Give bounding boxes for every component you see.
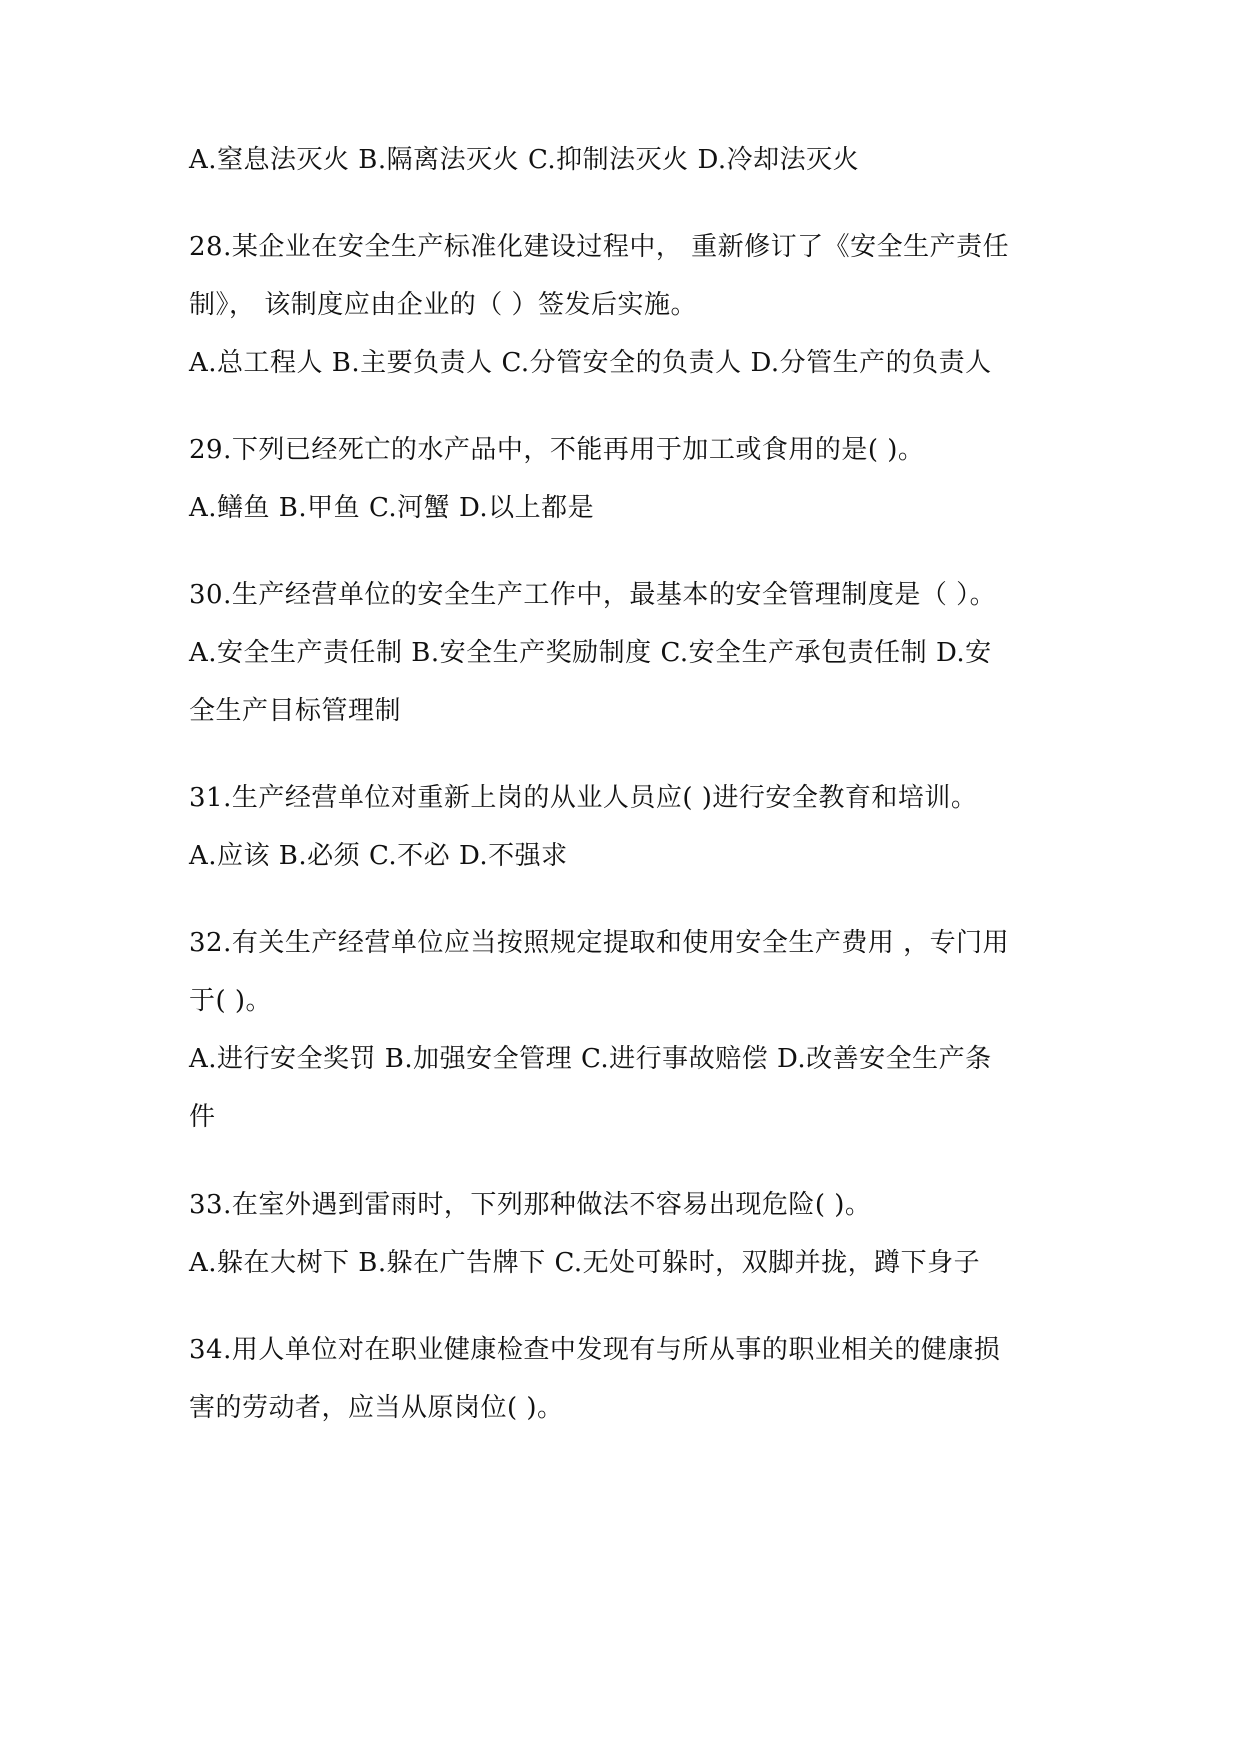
q29-stem-line1: 29.下列已经死亡的水产品中，不能再用于加工或食用的是( )。 <box>189 435 925 465</box>
q29-options: A.鳝鱼 B.甲鱼 C.河蟹 D.以上都是 <box>189 493 595 523</box>
q33-stem-line1: 33.在室外遇到雷雨时，下列那种做法不容易出现危险( )。 <box>189 1190 872 1220</box>
q30-options-line1: A.安全生产责任制 B.安全生产奖励制度 C.安全生产承包责任制 D.安 <box>189 638 992 668</box>
q31-stem-line1: 31.生产经营单位对重新上岗的从业人员应( )进行安全教育和培训。 <box>189 783 978 813</box>
q32-stem-line1: 32.有关生产经营单位应当按照规定提取和使用安全生产费用 ，专门用 <box>189 928 1010 958</box>
q30-options-line2: 全生产目标管理制 <box>189 696 402 726</box>
q28-stem-line1: 28.某企业在安全生产标准化建设过程中， 重新修订了《安全生产责任 <box>189 232 1010 262</box>
q34-stem-line2: 害的劳动者，应当从原岗位( )。 <box>189 1393 564 1423</box>
q28-stem-line2: 制》， 该制度应由企业的（ ）签发后实施。 <box>189 290 698 320</box>
q32-options-line1: A.进行安全奖罚 B.加强安全管理 C.进行事故赔偿 D.改善安全生产条 <box>189 1044 992 1074</box>
q30-stem-line1: 30.生产经营单位的安全生产工作中，最基本的安全管理制度是（ ）。 <box>189 580 997 610</box>
q28-options: A.总工程人 B.主要负责人 C.分管安全的负责人 D.分管生产的负责人 <box>189 348 992 378</box>
q33-options: A.躲在大树下 B.躲在广告牌下 C.无处可躲时，双脚并拢，蹲下身子 <box>189 1248 981 1278</box>
q34-stem-line1: 34.用人单位对在职业健康检查中发现有与所从事的职业相关的健康损 <box>189 1335 1001 1365</box>
q32-stem-line2: 于( )。 <box>189 986 273 1016</box>
q31-options: A.应该 B.必须 C.不必 D.不强求 <box>189 841 568 871</box>
q32-options-line2: 件 <box>189 1102 216 1132</box>
q27-options: A.窒息法灭火 B.隔离法灭火 C.抑制法灭火 D.冷却法灭火 <box>189 145 860 175</box>
